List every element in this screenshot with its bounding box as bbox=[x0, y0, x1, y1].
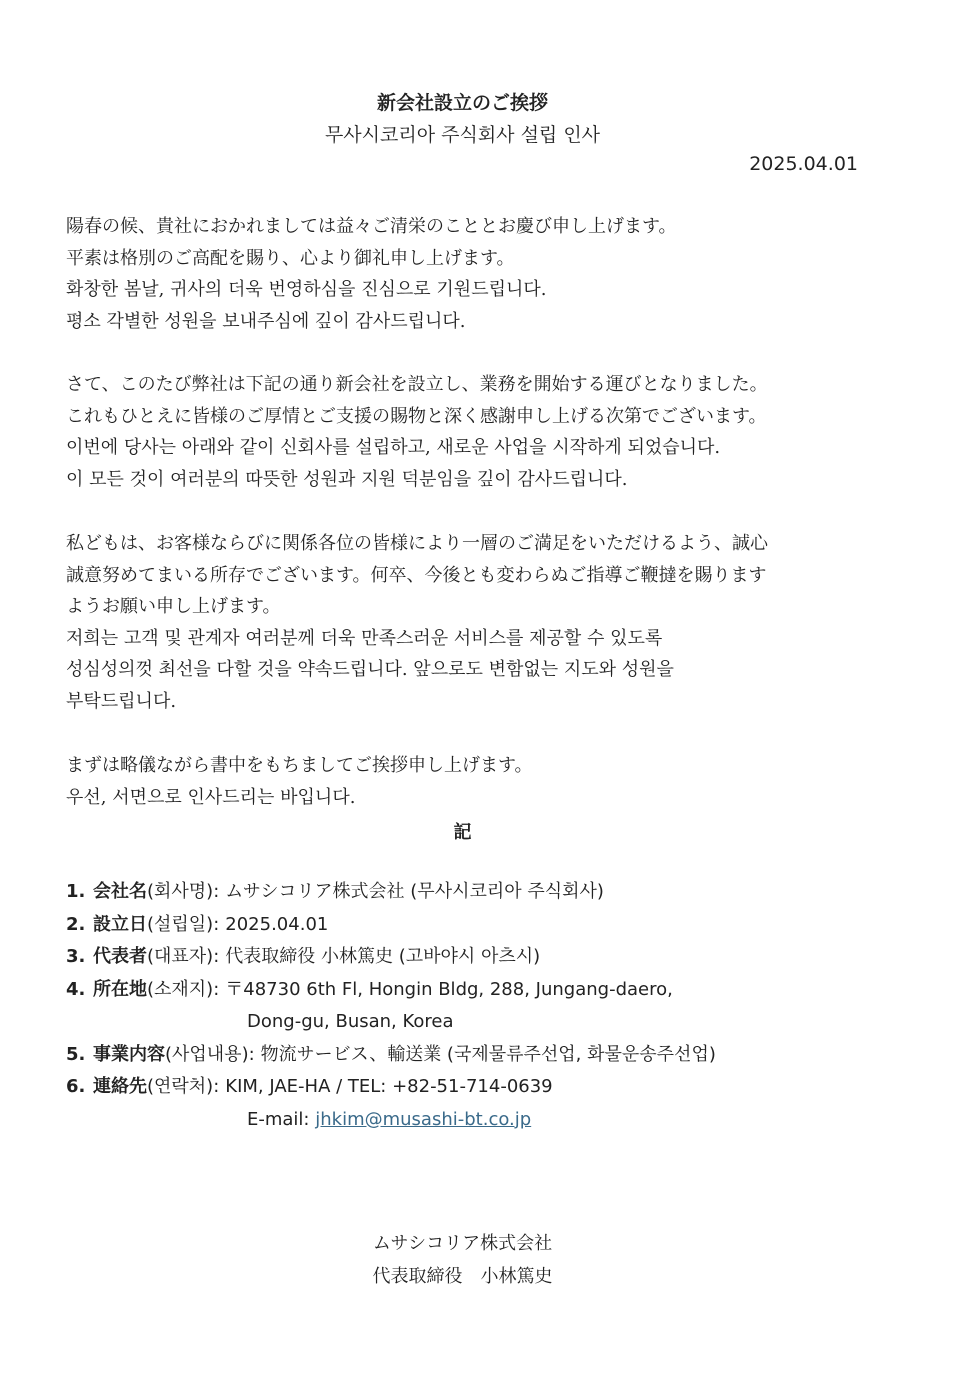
email-line bbox=[66, 1104, 916, 1137]
paragraph-closing bbox=[66, 750, 886, 813]
text-line: 平素は格別のご高配を賜り、心より御礼申し上げます。 bbox=[66, 247, 515, 269]
text-line: 화창한 봄날, 귀사의 더욱 번영하심을 진심으로 기원드립니다. bbox=[66, 279, 547, 300]
item-value: ムサシコリア株式会社 (무사시코리아 주식회사) bbox=[225, 881, 604, 902]
item-label-korean: (소재지): bbox=[147, 978, 220, 1000]
detail-item-established-date bbox=[66, 909, 916, 942]
email-prefix: E-mail: bbox=[247, 1108, 316, 1130]
text-line: 私どもは、お客様ならびに関係各位の皆様により一層のご満足をいただけるよう、誠心 bbox=[66, 533, 768, 554]
item-value: KIM, JAE-HA / TEL: +82-51-714-0639 bbox=[225, 1076, 553, 1097]
text-line: 陽春の候、貴社におかれましては益々ご清栄のこととお慶び申し上げます。 bbox=[66, 216, 677, 237]
text-line: 저희는 고객 및 관계자 여러분께 더욱 만족스러운 서비스를 제공할 수 있도록 bbox=[66, 627, 663, 649]
item-label-korean: (사업내용): bbox=[165, 1043, 255, 1065]
item-label-korean: (대표자): bbox=[147, 946, 220, 967]
detail-item-company-name bbox=[66, 876, 916, 909]
signature-representative: 代表取締役 小林篤史 bbox=[372, 1266, 553, 1287]
item-label-korean: (회사명): bbox=[147, 881, 220, 902]
title-japanese: 新会社設立のご挨拶 bbox=[376, 92, 548, 114]
text-line: 우선, 서면으로 인사드리는 바입니다. bbox=[66, 786, 356, 808]
detail-item-representative bbox=[66, 941, 916, 974]
item-value: 代表取締役 小林篤史 (고바야시 아츠시) bbox=[225, 946, 541, 967]
detail-item-business bbox=[66, 1039, 916, 1072]
item-number: 1. bbox=[66, 881, 86, 902]
paragraph-announcement bbox=[66, 369, 886, 495]
item-number: 5. bbox=[66, 1043, 86, 1065]
title-korean: 무사시코리아 주식회사 설립 인사 bbox=[324, 124, 601, 146]
item-number: 4. bbox=[66, 978, 86, 1000]
email-link[interactable]: jhkim@musashi-bt.co.jp bbox=[315, 1108, 532, 1130]
item-label: 設立日 bbox=[93, 913, 147, 935]
item-label: 事業内容 bbox=[93, 1043, 165, 1065]
section-heading-ki: 記 bbox=[453, 822, 472, 843]
detail-item-contact bbox=[66, 1071, 916, 1104]
item-label-korean: (설립일): bbox=[147, 913, 220, 935]
item-value: 2025.04.01 bbox=[225, 913, 329, 935]
text-line: これもひとえに皆様のご厚情とご支援の賜物と深く感謝申し上げる次第でございます。 bbox=[66, 405, 767, 427]
item-value: 物流サービス、輸送業 (국제물류주선업, 화물운송주선업) bbox=[260, 1043, 716, 1065]
text-line: 부탁드립니다. bbox=[66, 690, 177, 712]
document-date: 2025.04.01 bbox=[749, 153, 858, 175]
item-label: 所在地 bbox=[93, 978, 147, 1000]
text-line: さて、このたび弊社は下記の通り新会社を設立し、業務を開始する運びとなりました。 bbox=[66, 374, 768, 395]
item-label: 代表者 bbox=[93, 946, 147, 967]
text-line: 이 모든 것이 여러분의 따뜻한 성원과 지원 덕분임을 깊이 감사드립니다. bbox=[66, 468, 628, 490]
text-line: 성심성의껏 최선을 다할 것을 약속드립니다. 앞으로도 변함없는 지도와 성원을 bbox=[66, 659, 674, 680]
signature-company: ムサシコリア株式会社 bbox=[372, 1233, 553, 1254]
text-line: まずは略儀ながら書中をもちましてご挨拶申し上げます。 bbox=[66, 755, 533, 776]
paragraph-greeting bbox=[66, 211, 886, 337]
text-line: 誠意努めてまいる所存でございます。何卒、今後とも変わらぬご指導ご鞭撻を賜ります bbox=[66, 564, 767, 586]
text-line: 이번에 당사는 아래와 같이 신회사를 설립하고, 새로운 사업을 시작하게 되었습니다. bbox=[66, 437, 721, 458]
text-line: 평소 각별한 성원을 보내주심에 깊이 감사드립니다. bbox=[66, 310, 466, 332]
item-number: 2. bbox=[66, 913, 86, 935]
detail-item-address bbox=[66, 974, 916, 1007]
item-label: 会社名 bbox=[93, 881, 147, 902]
item-number: 6. bbox=[66, 1076, 86, 1097]
item-label: 連絡先 bbox=[93, 1076, 147, 1097]
item-label-korean: (연락처): bbox=[147, 1076, 220, 1097]
paragraph-commitment bbox=[66, 528, 886, 717]
item-value: 〒48730 6th Fl, Hongin Bldg, 288, Jungang-daero, bbox=[225, 978, 673, 1000]
item-number: 3. bbox=[66, 946, 86, 967]
text-line: ようお願い申し上げます。 bbox=[66, 596, 281, 617]
address-continuation: Dong-gu, Busan, Korea bbox=[247, 1011, 454, 1032]
company-details-list bbox=[66, 876, 916, 1136]
